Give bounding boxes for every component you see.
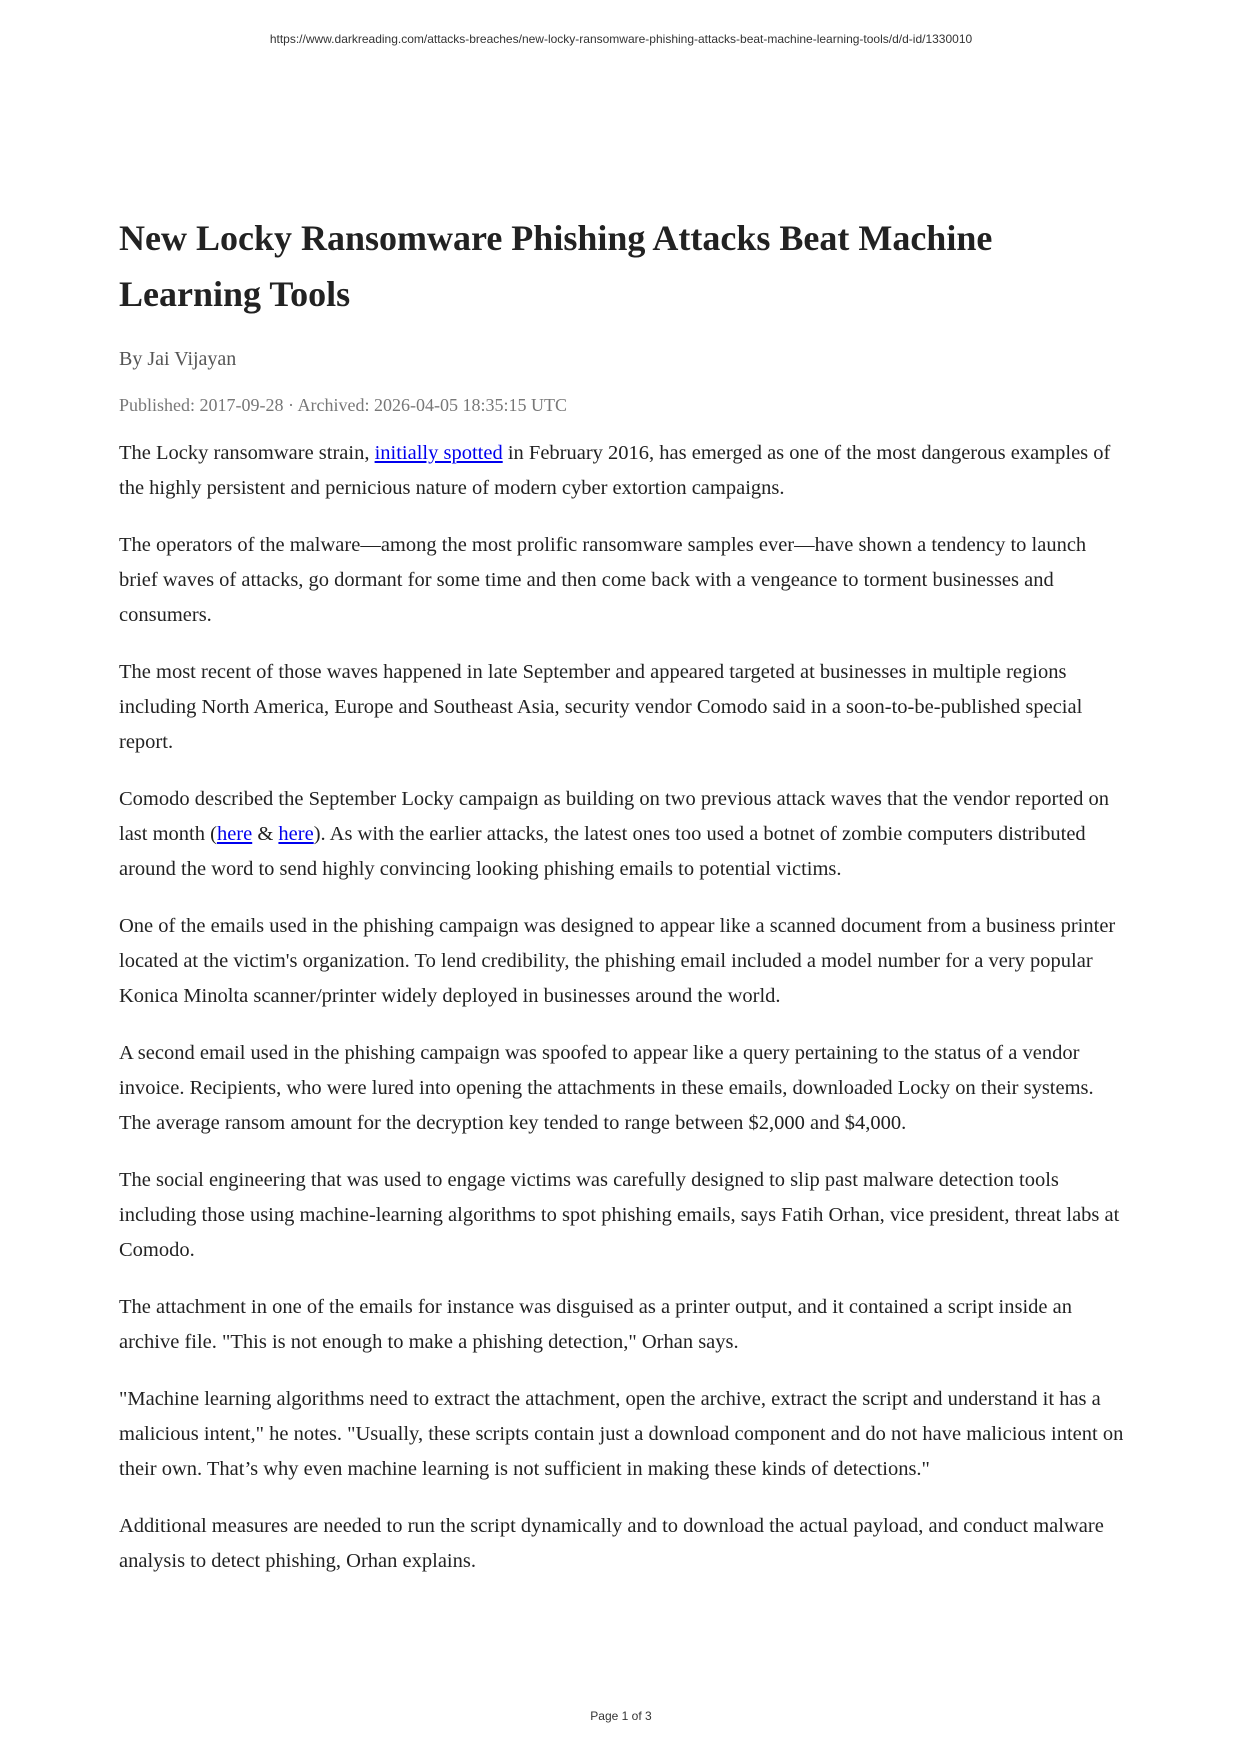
paragraph-10: Additional measures are needed to run the script dynamically and to download the actual payload, and conduct malware analysis to detect phishing, Orhan explains.	[119, 1515, 1104, 1572]
page-number: Page 1 of 3	[590, 1709, 652, 1723]
article-title: New Locky Ransomware Phishing Attacks Beat Machine Learning Tools	[119, 218, 993, 314]
paragraph-4-text-c: ). As with the earlier attacks, the latest ones too used a botnet of zombie computers distributed around the word to send highly convincing looking phishing emails to potential victims.	[119, 823, 1086, 880]
paragraph-4-text-b: &	[252, 823, 279, 845]
publish-meta: Published: 2017-09-28 · Archived: 2026-04-05 18:35:15 UTC	[119, 395, 567, 415]
paragraph-1-text-b: in February 2016, has emerged as one of the most dangerous examples of the highly persistent and pernicious nature of modern cyber extortion campaigns.	[119, 442, 1111, 499]
article	[119, 210, 1129, 1601]
paragraph-6: A second email used in the phishing campaign was spoofed to appear like a query pertaining to the status of a vendor invoice. Recipients, who were lured into opening the attachments in these emails, downloaded Locky on their systems. The average ransom amount for the decryption key tended to range between $2,000 and $4,000.	[119, 1042, 1094, 1134]
byline: By Jai Vijayan	[119, 348, 237, 370]
here-link-1[interactable]: here	[216, 823, 253, 845]
paragraph-4	[119, 782, 1129, 887]
paragraph-7: The social engineering that was used to engage victims was carefully designed to slip past malware detection tools including those using machine-learning algorithms to spot phishing emails, says Fatih Orhan, vice president, threat labs at Comodo.	[119, 1169, 1120, 1261]
paragraph-8: The attachment in one of the emails for instance was disguised as a printer output, and it contained a script inside an archive file. "This is not enough to make a phishing detection," Orhan says.	[119, 1296, 1072, 1353]
paragraph-1-text-a: The Locky ransomware strain,	[119, 442, 375, 464]
paragraph-9: "Machine learning algorithms need to extract the attachment, open the archive, extract the script and understand it has a malicious intent," he notes. "Usually, these scripts contain just a download component and do not have malicious intent on their own. That’s why even machine learning is not sufficient in making these kinds of detections."	[119, 1388, 1124, 1480]
paragraph-2: The operators of the malware—among the most prolific ransomware samples ever—have shown a tendency to launch brief waves of attacks, go dormant for some time and then come back with a vengeance to torment businesses and consumers.	[119, 534, 1087, 626]
paragraph-4-text-a: Comodo described the September Locky campaign as building on two previous attack waves that the vendor reported on last month (	[119, 788, 1109, 845]
paragraph-5: One of the emails used in the phishing campaign was designed to appear like a scanned document from a business printer located at the victim's organization. To lend credibility, the phishing email included a model number for a very popular Konica Minolta scanner/printer widely deployed in businesses around the world.	[119, 915, 1116, 1007]
paragraph-1	[119, 436, 1129, 506]
paragraph-3: The most recent of those waves happened in late September and appeared targeted at businesses in multiple regions including North America, Europe and Southeast Asia, security vendor Comodo said in a soon-to-be-published special report.	[119, 661, 1083, 753]
source-url: https://www.darkreading.com/attacks-breaches/new-locky-ransomware-phishing-attacks-beat-machine-learning-tools/d/d-id/1330010	[269, 32, 973, 46]
here-link-2[interactable]: here	[278, 823, 314, 845]
initially-spotted-link[interactable]: initially spotted	[374, 442, 503, 464]
